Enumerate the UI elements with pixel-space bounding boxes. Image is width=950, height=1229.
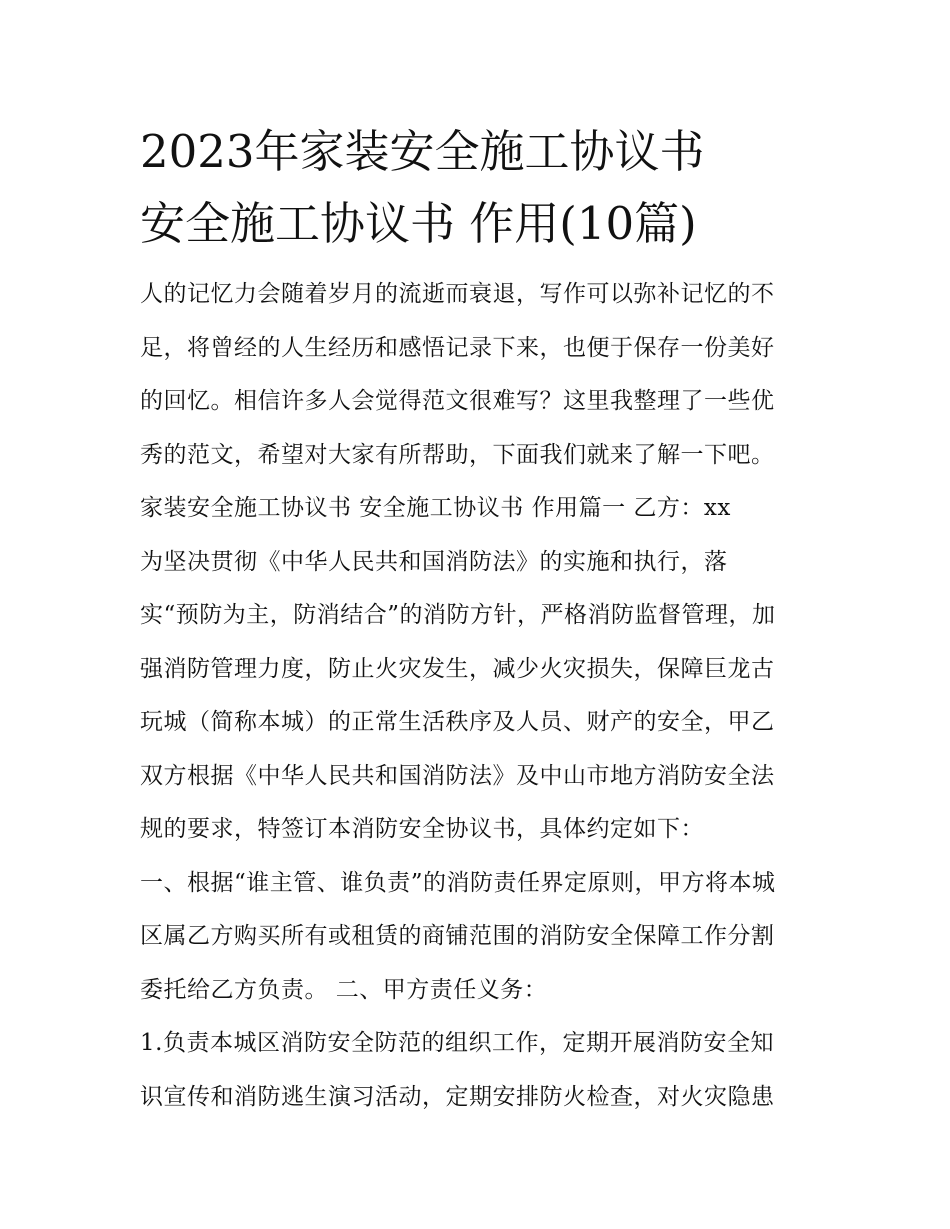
body-line: 为坚决贯彻《中华人民共和国消防法》的实施和执行，落	[140, 548, 728, 575]
body-line: 规的要求，特签订本消防安全协议书，具体约定如下：	[140, 816, 704, 842]
document-title	[140, 116, 840, 260]
body-line: 秀的范文，希望对大家有所帮助，下面我们就来了解一下吧。	[140, 441, 775, 468]
body-line: 家装安全施工协议书 安全施工协议书 作用篇一 乙方：xx	[140, 495, 731, 521]
body-line: 人的记忆力会随着岁月的流逝而衰退，写作可以弥补记忆的不	[140, 281, 775, 307]
body-line: 1.负责本城区消防安全防范的组织工作，定期开展消防安全知	[140, 1030, 774, 1056]
body-line: 实“预防为主，防消结合”的消防方针，严格消防监督管理，加	[140, 602, 776, 628]
body-line: 的回忆。相信许多人会觉得范文很难写？这里我整理了一些优	[140, 388, 775, 414]
body-line: 足，将曾经的人生经历和感悟记录下来，也便于保存一份美好	[140, 334, 775, 361]
body-line: 玩城（简称本城）的正常生活秩序及人员、财产的安全，甲乙	[140, 709, 775, 735]
body-line: 识宣传和消防逃生演习活动，定期安排防火检查，对火灾隐患	[140, 1083, 775, 1110]
body-line: 强消防管理力度，防止火灾发生，减少火灾损失，保障巨龙古	[140, 655, 775, 682]
body-line: 双方根据《中华人民共和国消防法》及中山市地方消防安全法	[140, 762, 775, 789]
body-line: 区属乙方购买所有或租赁的商铺范围的消防安全保障工作分割	[140, 923, 775, 949]
document-body	[140, 268, 820, 1124]
title-line-1: 2023年家装安全施工协议书	[140, 125, 705, 178]
body-line: 一、根据“谁主管、谁负责”的消防责任界定原则，甲方将本城	[140, 869, 776, 896]
body-line: 委托给乙方负责。 二、甲方责任义务：	[140, 976, 548, 1003]
title-line-2: 安全施工协议书 作用(10篇)	[140, 197, 697, 250]
